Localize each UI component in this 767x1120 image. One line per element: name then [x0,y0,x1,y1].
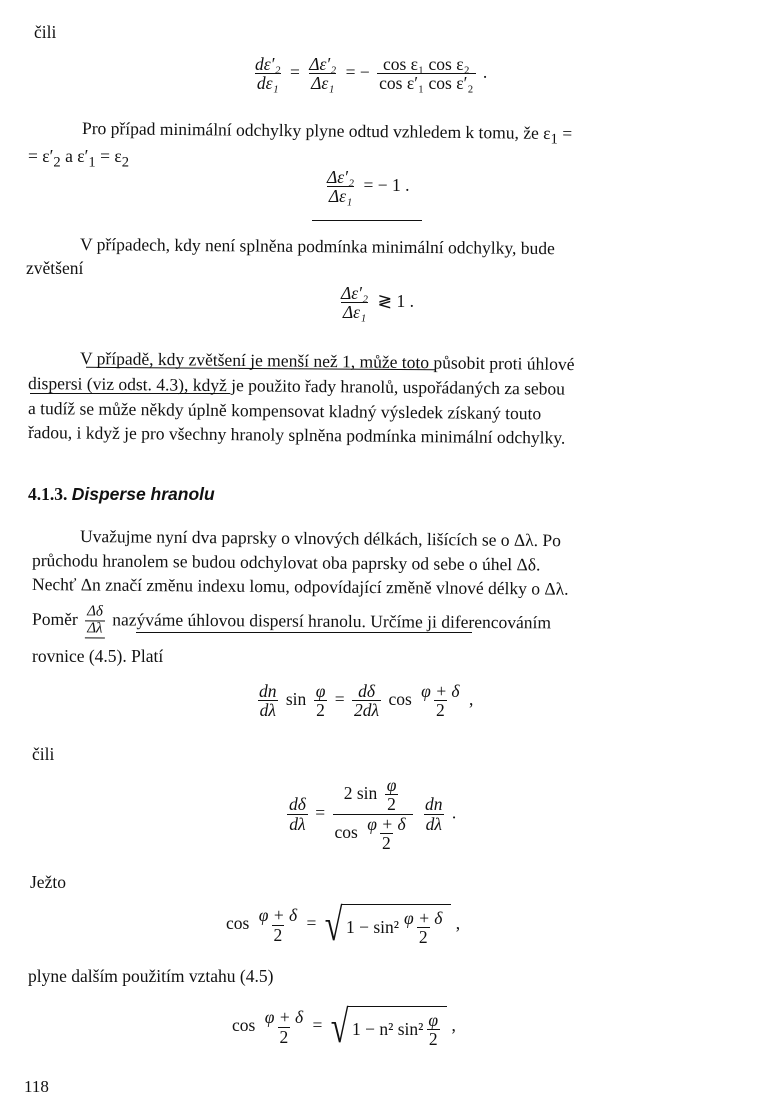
paragraph-2-line-2: zvětšení [26,258,84,278]
eq1-num3: cos ε₁ cos ε₂ [382,54,470,74]
section-title: Disperse hranolu [71,484,215,504]
equation-4: $\frac{dn}{d\lambda}$ sin $\frac{\varphi}{2}$ = $\frac{d\delta}{2d\lambda}$ cos $\frac{\varphi + \delta}{2}$ , [259,681,474,721]
paragraph-4-line-5: rovnice (4.5). Platí [32,646,164,666]
section-heading [28,484,215,506]
equation-2 [322,168,409,206]
paragraph-5: plyne dalším použitím vztahu (4.5) [28,966,274,986]
eq2-num: Δε′₂ [327,167,355,187]
paragraph-4-line-2: průchodu hranolem se budou odchylovat oba paprsky od sebe o úhel Δδ. [31,550,541,575]
section-number: 4.1.3. [28,484,68,504]
ratio-den: Δλ [85,620,104,638]
equation-7: cos $\frac{\varphi + \delta}{2}$ = √ 1 − n² sin² $\frac{\varphi}{2}$ , [232,1001,456,1052]
eq3-den: Δε₁ [342,302,367,323]
pen-underline-p4 [136,632,472,633]
paragraph-3-line-1: V případě, kdy zvětšení je menší než 1, může toto působit proti úhlové [79,348,575,375]
paragraph-4-line-4: Poměr $\frac{\Delta\delta}{\Delta\lambda}$ nazýváme úhlovou dispersí hranolu. Určíme ji diferencováním [31,603,552,637]
pen-underline-eq2 [312,220,422,221]
pen-underline-p3-2 [30,393,230,394]
text-jezto: Ježto [30,872,66,892]
ratio-num: Δδ [87,603,103,620]
paragraph-3-line-3: a tudíž se může někdy úplně kompensovat kladný výsledek získaný touto [27,398,542,424]
eq1-den2: Δε₁ [311,73,335,94]
text-cili-2: čili [32,744,55,764]
eq3-rhs: ≷ 1 . [377,290,415,311]
sqrt-symbol: √ 1 − sin² $\frac{\varphi + \delta}{2}$ [321,902,452,948]
eq2-rhs: = − 1 . [363,174,410,195]
sqrt-symbol-2: √ 1 − n² sin² $\frac{\varphi}{2}$ [327,1004,447,1050]
paragraph-4-line-3: Nechť Δn značí změnu indexu lomu, odpovídající změně vlnové délky o Δλ. [31,574,569,599]
paragraph-1-line-2: = $\varepsilon'_2$ a $\varepsilon'_1 = \varepsilon_2$ [28,146,129,171]
paragraph-3-line-2: dispersi (viz odst. 4.3), když je použito řady hranolů, uspořádaných za sebou [27,373,566,399]
paragraph-2-line-1: V případech, kdy není splněna podmínka minimální odchylky, bude [79,234,555,259]
eq2-den: Δε₁ [328,186,353,207]
eq1-den1: dε₁ [256,73,279,94]
paragraph-3-line-4: řadou, i když je pro všechny hranoly splněna podmínka minimální odchylky. [27,422,566,448]
text-cili-1: čili [34,22,57,42]
equation-3 [336,284,414,322]
paragraph-1-line-1: Pro případ minimální odchylky plyne odtud vzhledem k tomu, že $\varepsilon_1$ = [81,118,573,148]
equation-5: $\frac{d\delta}{d\lambda}$ = 2 sin $\frac{\varphi}{2}$ cos $\frac{\varphi + \delta}{2}$ $\frac{dn}{d\lambda}$ . [289,775,457,854]
eq1-num2: Δε′₂ [309,54,337,74]
paragraph-4-line-1: Uvažujme nyní dva paprsky o vlnových délkách, lišících se o Δλ. Po [79,526,562,551]
page-number: 118 [24,1077,49,1096]
eq3-num: Δε′₂ [341,283,369,303]
equation-1: $\frac{\text{dε′₂}}{\text{dε₁}}$ = $\frac{\text{Δε′₂}}{\text{Δε₁}}$ = − $\frac{\text{cos ε₁ cos ε₂}}{\text{cos ε′₁ cos ε′₂}}$ . [255,54,488,94]
eq1-num1: dε′₂ [255,54,281,74]
eq1-den3: cos ε′₁ cos ε′₂ [379,73,474,94]
equation-6: cos $\frac{\varphi + \delta}{2}$ = √ 1 − sin² $\frac{\varphi + \delta}{2}$ , [226,899,461,950]
